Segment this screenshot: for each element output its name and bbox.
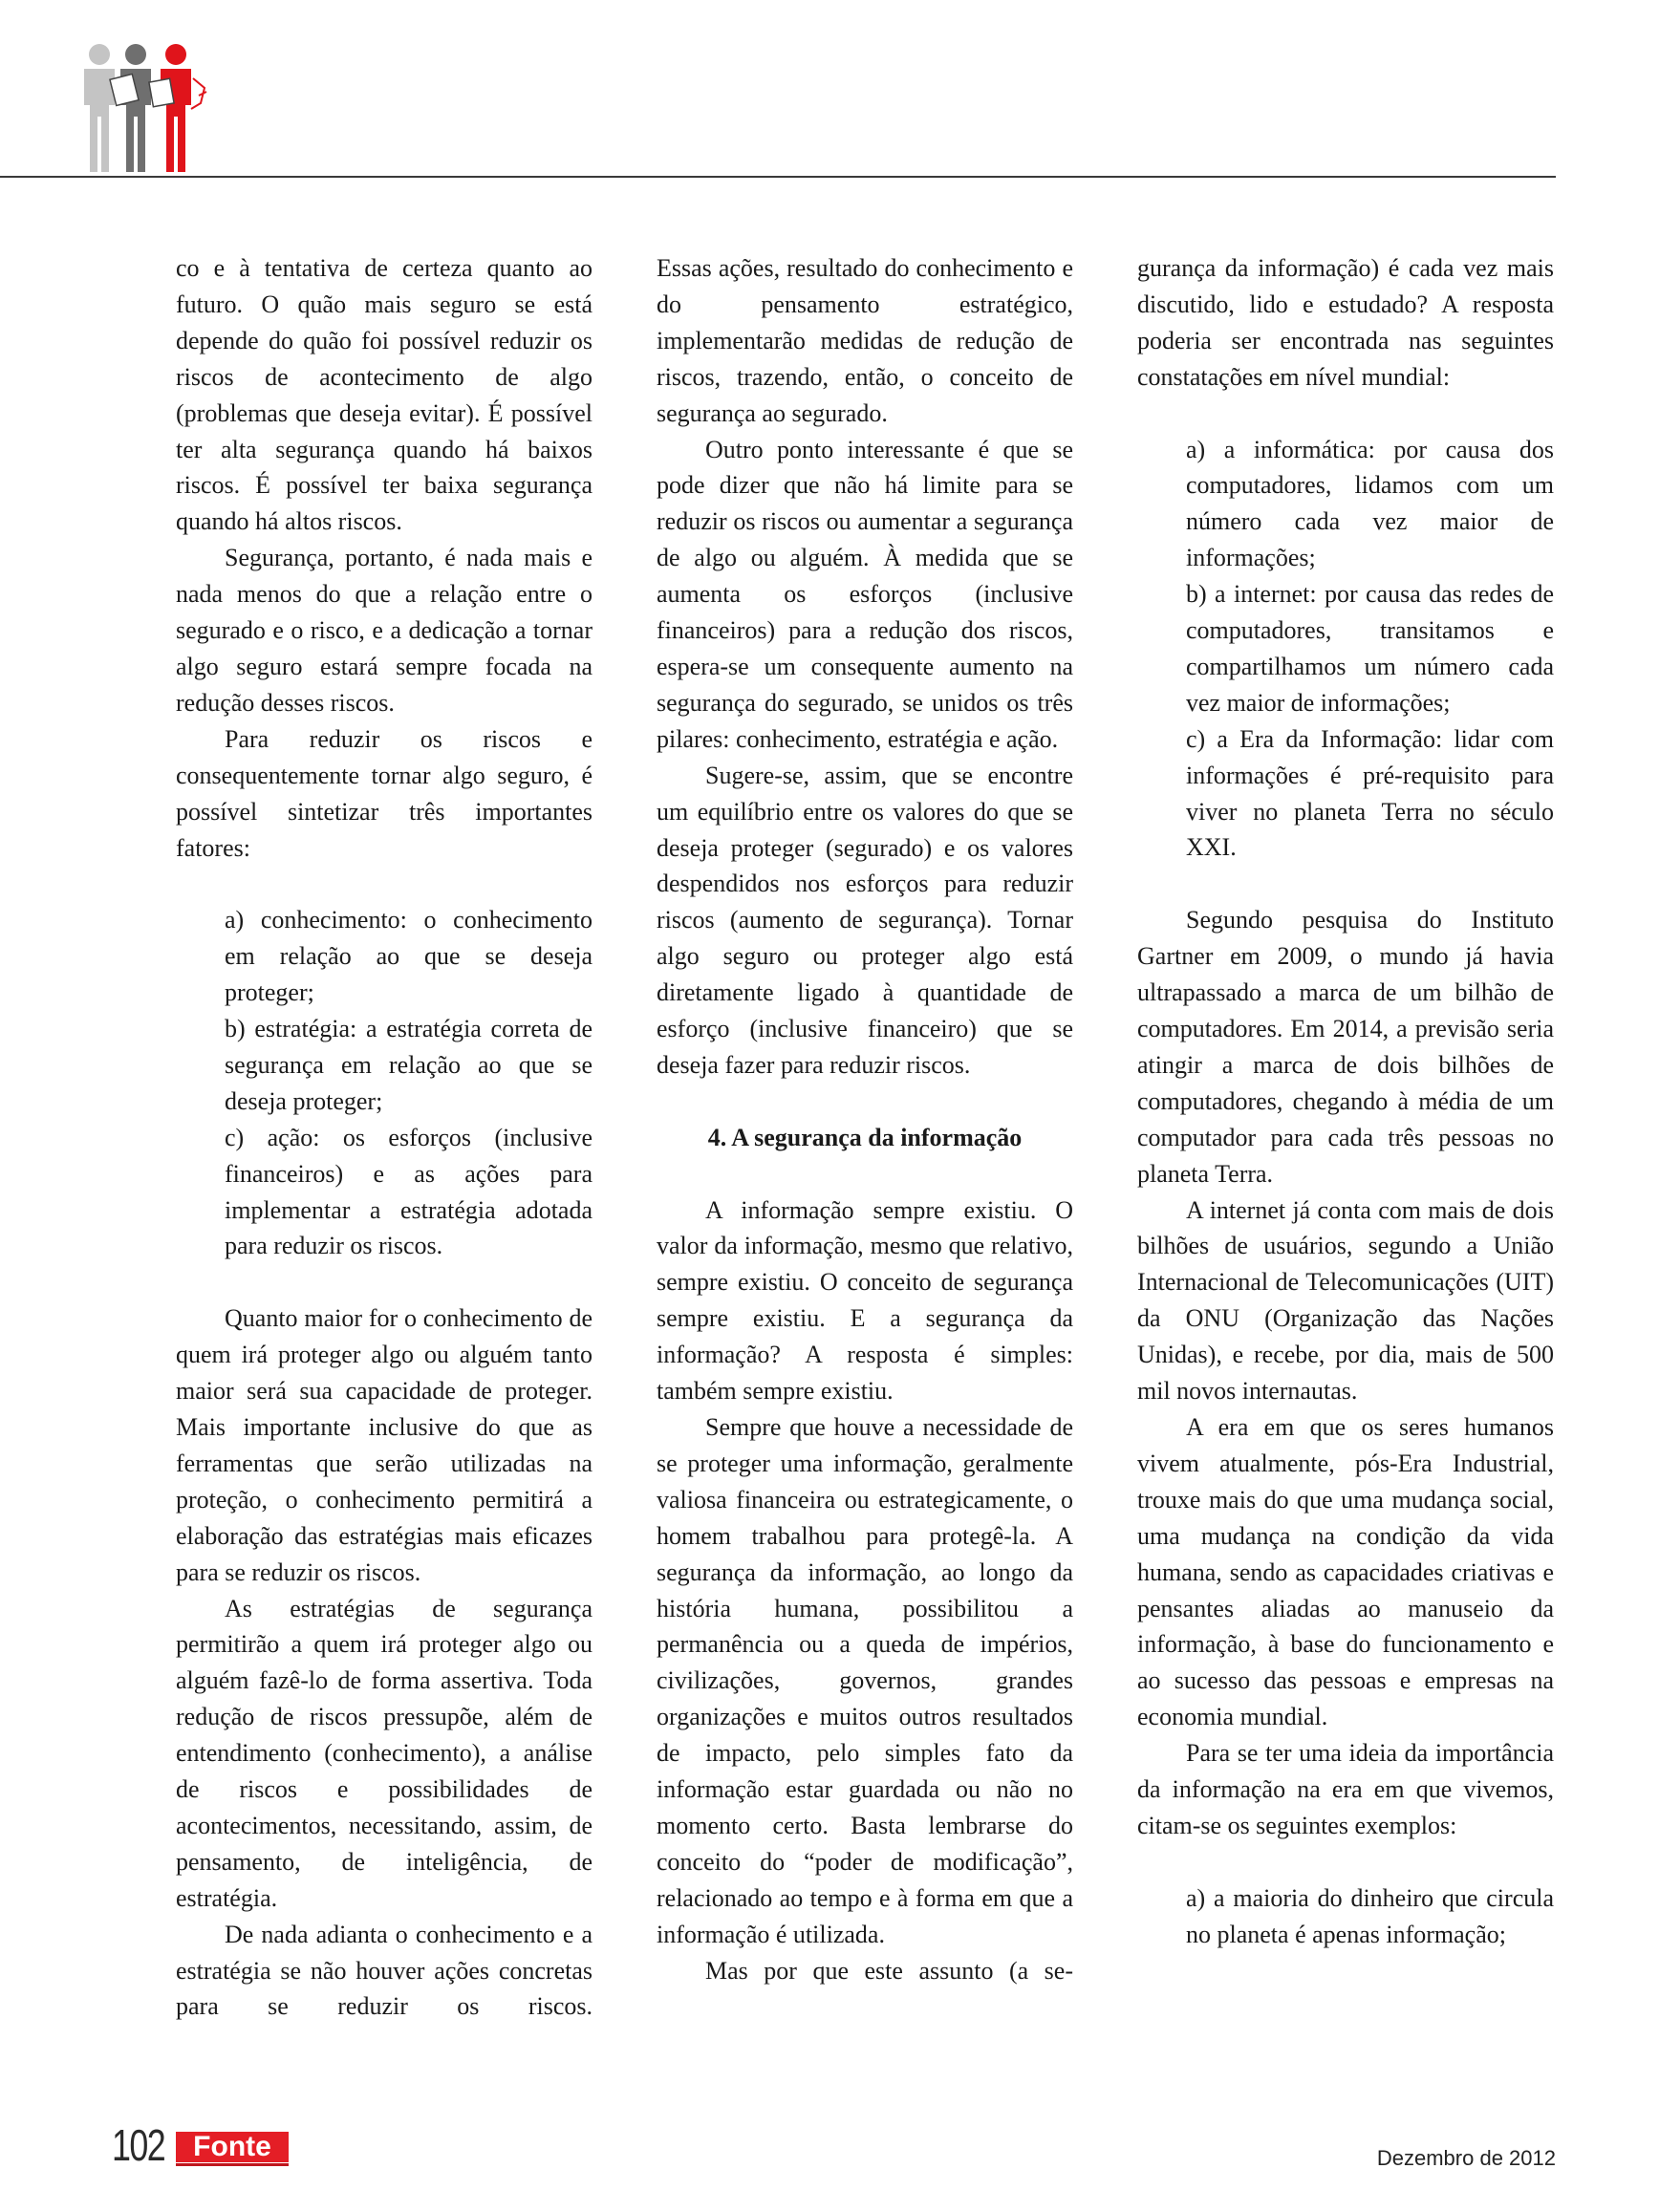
paragraph: Outro ponto interessante é que se pode dizer que não há limite para se reduzir os riscos ou aumentar a segurança de algo ou alguém. À medida que se aumenta os esforços (inclusive financeiros) para a redução dos riscos, espera-se um consequente aumento na segurança do segurado, se unidos os três pilares: conhecimento, estratégia e ação.: [657, 435, 1073, 753]
paragraph: Quanto maior for o conhecimento de quem irá proteger algo ou alguém tanto maior será sua capacidade de proteger. Mais importante inclusive do que as ferramentas que serão utilizadas na proteção, o conhecimento permitirá a elaboração das estratégias mais eficazes para se reduzir os riscos.: [176, 1304, 592, 1586]
paragraph: Mas por que este assunto (a se-: [705, 1956, 1073, 1985]
page-number: 102: [112, 2120, 165, 2170]
paragraph: Segurança, portanto, é nada mais e nada menos do que a relação entre o segurado e o risco, e a dedicação a tornar algo seguro estará sempre focada na redução desses riscos.: [176, 544, 592, 717]
text-column-1: [176, 250, 592, 2025]
paragraph: A informação sempre existiu. O valor da informação, mesmo que relativo, sempre existiu. O conceito de segurança sempre existiu. E a segurança da informação? A resposta é simples: também sempre existiu.: [657, 1195, 1073, 1406]
list-item: a) a informática: por causa dos computadores, lidamos com um número cada vez maior de informações;: [1186, 435, 1554, 572]
list-item: b) estratégia: a estratégia correta de segurança em relação ao que se deseja proteger;: [225, 1015, 592, 1115]
text-column-2: [657, 250, 1073, 1988]
magazine-logo: Fonte: [176, 2132, 289, 2162]
spacer: [657, 1156, 1073, 1192]
paragraph: A internet já conta com mais de dois bilhões de usuários, segundo a União Internacional de Telecomunicações (UIT) da ONU (Organização das Nações Unidas), e recebe, por dia, mais de 500 mil novos internautas.: [1137, 1195, 1554, 1406]
list-item: a) conhecimento: o conhecimento em relação ao que se deseja proteger;: [225, 906, 592, 1007]
paragraph: A era em que os seres humanos vivem atualmente, pós-Era Industrial, trouxe mais do que uma mudança social, uma mudança na condição da vida humana, sendo as capacidades criativas e pensantes aliadas ao manuseio da informação, à base do funcionamento e ao sucesso das pessoas e empresas na economia mundial.: [1137, 1412, 1554, 1731]
list-item: c) a Era da Informação: lidar com informações é pré-requisito para viver no planeta Terra no século XXI.: [1186, 724, 1554, 862]
list-item: b) a internet: por causa das redes de computadores, transitamos e compartilhamos um número cada vez maior de informações;: [1186, 580, 1554, 717]
spacer: [657, 1084, 1073, 1120]
paragraph: gurança da informação) é cada vez mais discutido, lido e estudado? A resposta poderia ser encontrada nas seguintes constatações em nível mundial:: [1137, 254, 1554, 391]
paragraph: As estratégias de segurança permitirão a quem irá proteger algo ou alguém fazê-lo de forma assertiva. Toda redução de riscos pressupõe, além de entendimento (conhecimento), a análise de riscos e possibilidades de acontecimentos, necessitando, assim, de pensamento, de inteligência, de estratégia.: [176, 1594, 592, 1912]
paragraph: Essas ações, resultado do conhecimento e do pensamento estratégico, implementarão medidas de redução de riscos, trazendo, então, o conceito de segurança ao segurado.: [657, 254, 1073, 427]
spacer: [176, 1264, 592, 1300]
section-heading: 4. A segurança da informação: [707, 1123, 1023, 1151]
spacer: [1137, 866, 1554, 902]
list-item: a) a maioria do dinheiro que circula no planeta é apenas informação;: [1186, 1883, 1554, 1948]
issue-date: Dezembro de 2012: [1376, 2146, 1556, 2170]
paragraph: Sugere-se, assim, que se encontre um equilíbrio entre os valores do que se deseja proteger (segurado) e os valores despendidos nos esforços para reduzir riscos (aumento de segurança). Tornar algo seguro ou proteger algo está diretamente ligado à quantidade de esforço (inclusive financeiro) que se deseja fazer para reduzir riscos.: [657, 761, 1073, 1079]
paragraph: Segundo pesquisa do Instituto Gartner em 2009, o mundo já havia ultrapassado a marca de um bilhão de computadores. Em 2014, a previsão seria atingir a marca de dois bilhões de computadores, chegando à média de um computador para cada três pessoas no planeta Terra.: [1137, 906, 1554, 1188]
spacer: [1137, 1844, 1554, 1880]
three-people-figures-icon: [76, 38, 220, 178]
spacer: [1137, 396, 1554, 432]
spacer: [176, 866, 592, 902]
paragraph: Para reduzir os riscos e consequentemente tornar algo seguro, é possível sintetizar três importantes fatores:: [176, 724, 592, 862]
text-column-3: [1137, 250, 1554, 1953]
paragraph: De nada adianta o conhecimento e a estratégia se não houver ações concretas para se reduzir os riscos.: [176, 1920, 592, 2021]
paragraph: co e à tentativa de certeza quanto ao futuro. O quão mais seguro se está depende do quão foi possível reduzir os riscos de acontecimento de algo (problemas que deseja evitar). É possível ter alta segurança quando há baixos riscos. É possível ter baixa segurança quando há altos riscos.: [176, 254, 592, 536]
paragraph: Para se ter uma ideia da importância da informação na era em que vivemos, citam-se os seguintes exemplos:: [1137, 1739, 1554, 1839]
paragraph: Sempre que houve a necessidade de se proteger uma informação, geralmente valiosa financeira ou estrategicamente, o homem trabalhou para protegê-la. A segurança da informação, ao longo da história humana, possibilitou a permanência ou a queda de impérios, civilizações, governos, grandes organizações e muitos outros resultados de impacto, pelo simples fato da informação estar guardada ou não no momento certo. Basta lembrarse do conceito do “poder de modificação”, relacionado ao tempo e à forma em que a informação é utilizada.: [657, 1412, 1073, 1948]
header-rule: [0, 176, 1556, 178]
list-item: c) ação: os esforços (inclusive financeiros) e as ações para implementar a estratégia adotada para reduzir os riscos.: [225, 1123, 592, 1260]
